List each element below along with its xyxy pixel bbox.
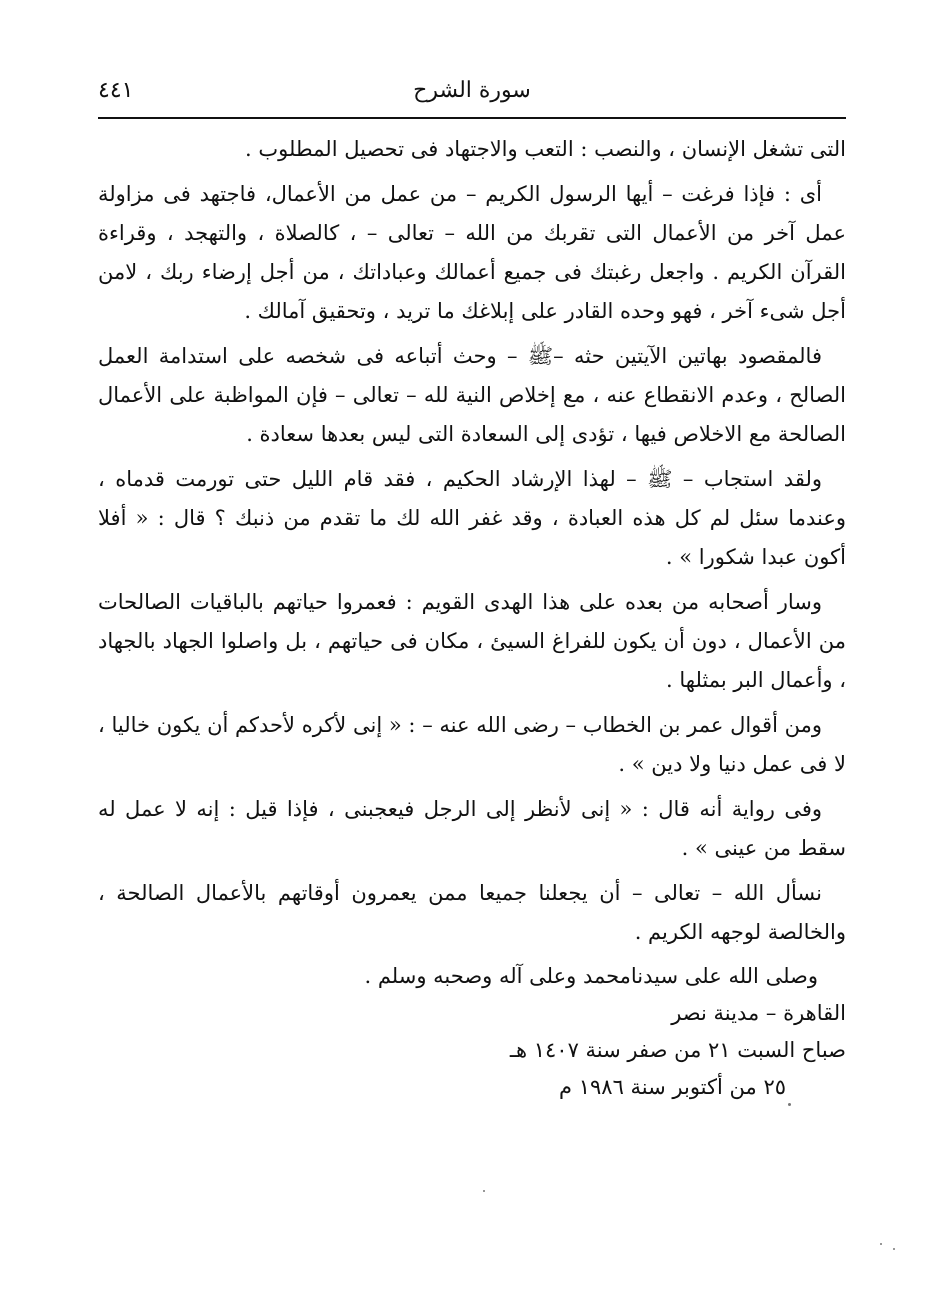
closing-place: القاهرة – مدينة نصر [671, 1001, 846, 1025]
body-text [98, 130, 846, 1106]
page-header [98, 72, 846, 112]
paragraph: ومن أقوال عمر بن الخطاب – رضى الله عنه – : « إنى لأكره لأحدكم أن يكون خاليا ، لا فى عمل دنيا ولا دين » . [98, 713, 846, 776]
page-number: ٤٤١ [98, 78, 134, 103]
running-title: سورة الشرح [413, 78, 531, 103]
closing-block [98, 958, 846, 1106]
scan-speck [483, 1190, 485, 1192]
closing-blessing: وصلى الله على سيدنامحمد وعلى آله وصحبه وسلم . [364, 964, 818, 988]
paragraph: التى تشغل الإنسان ، والنصب : التعب والاجتهاد فى تحصيل المطلوب . [245, 137, 846, 161]
paragraph: فالمقصود بهاتين الآيتين حثه –ﷺ – وحث أتباعه فى شخصه على استدامة العمل الصالح ، وعدم الانقطاع عنه ، مع إخلاص النية لله – تعالى – فإن المواظبة على الأعمال الصالحة مع الاخلاص فيها ، تؤدى إلى السعادة التى ليس بعدها سعادة . [98, 344, 846, 446]
paragraph: وفى رواية أنه قال : « إنى لأنظر إلى الرجل فيعجبنى ، فإذا قيل : إنه لا عمل له سقط من عينى » . [98, 797, 846, 860]
paragraph: وسار أصحابه من بعده على هذا الهدى القويم : فعمروا حياتهم بالباقيات الصالحات من الأعمال ، دون أن يكون للفراغ السيئ ، مكان فى حياتهم ، بل واصلوا الجهاد بالجهاد ، وأعمال البر بمثلها . [98, 590, 846, 692]
scan-speck [893, 1248, 895, 1250]
paragraph: نسأل الله – تعالى – أن يجعلنا جميعا ممن يعمرون أوقاتهم بالأعمال الصالحة ، والخالصة لوجهه الكريم . [98, 881, 846, 944]
header-rule [98, 117, 846, 119]
paragraph: أى : فإذا فرغت – أيها الرسول الكريم – من عمل من الأعمال، فاجتهد فى مزاولة عمل آخر من الأعمال التى تقربك من الله – تعالى – ، كالصلاة ، والتهجد ، وقراءة القرآن الكريم . واجعل رغبتك فى جميع أعمالك وعباداتك ، من أجل إرضاء ربك ، لامن أجل شىء آخر ، فهو وحده القادر على إبلاغك ما تريد ، وتحقيق آمالك . [98, 182, 846, 323]
paragraph: ولقد استجاب – ﷺ – لهذا الإرشاد الحكيم ، فقد قام الليل حتى تورمت قدماه ، وعندما سئل لم كل هذه العبادة ، وقد غفر الله لك ما تقدم من ذنبك ؟ قال : « أفلا أكون عبدا شكورا » . [98, 467, 846, 569]
scan-speck [788, 1103, 791, 1106]
scan-speck [880, 1243, 882, 1245]
closing-gregorian-date: ٢٥ من أكتوبر سنة ١٩٨٦ م [559, 1075, 786, 1099]
closing-hijri-date: صباح السبت ٢١ من صفر سنة ١٤٠٧ هـ [509, 1038, 846, 1062]
